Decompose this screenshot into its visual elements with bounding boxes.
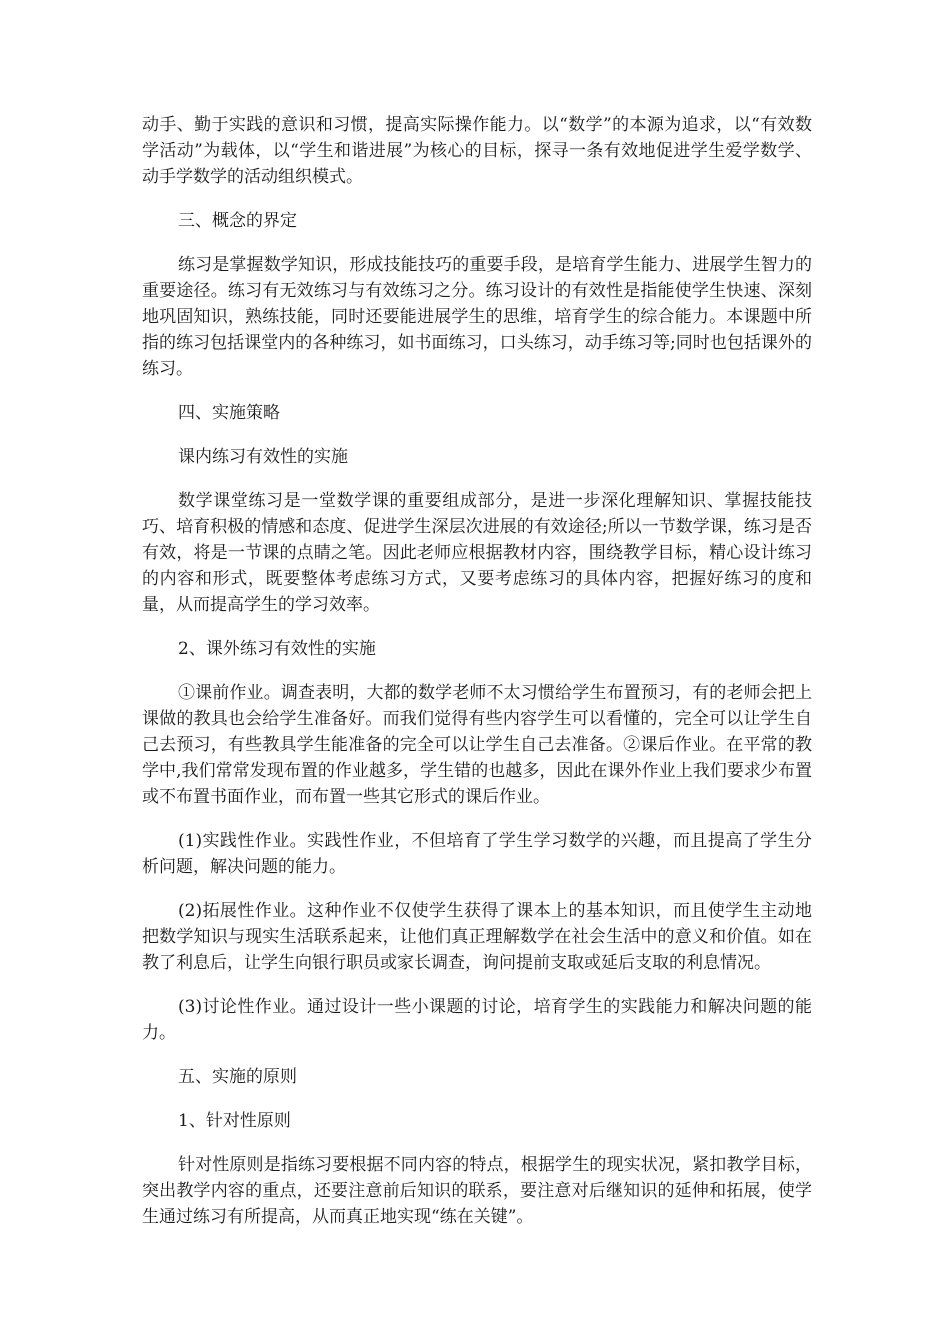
document-page [142, 112, 812, 1248]
paragraph-in-class-practice: 数学课堂练习是一堂数学课的重要组成部分，是进一步深化理解知识、掌握技能技巧、培育积极的情感和态度、促进学生深层次进展的有效途径;所以一节数学课，练习是否有效，将是一节课的点睛之笔。因此老师应根据教材内容，围绕教学目标，精心设计练习的内容和形式，既要整体考虑练习方式，又要考虑练习的具体内容，把握好练习的度和量，从而提高学生的学习效率。 [142, 491, 812, 615]
section-heading-principles: 五、实施的原则 [178, 1067, 297, 1087]
paragraph-homework-types: ①课前作业。调查表明，大都的数学老师不太习惯给学生布置预习，有的老师会把上课做的教具也会给学生准备好。而我们觉得有些内容学生可以看懂的，完全可以让学生自己去预习，有些教具学生能准备的完全可以让学生自己去准备。②课后作业。在平常的教学中,我们常常发现布置的作业越多，学生错的也越多，因此在课外作业上我们要求少布置或不布置书面作业，而布置一些其它形式的课后作业。 [142, 683, 812, 807]
paragraph-targeted-principle: 针对性原则是指练习要根据不同内容的特点，根据学生的现实状况，紧扣教学目标，突出教学内容的重点，还要注意前后知识的联系，要注意对后继知识的延伸和拓展，使学生通过练习有所提高，从而真正地实现“练在关键”。 [142, 1155, 812, 1227]
paragraph-intro-continuation: 动手、勤于实践的意识和习惯，提高实际操作能力。以“数学”的本源为追求，以“有效数学活动”为载体，以“学生和谐进展”为核心的目标，探寻一条有效地促进学生爱学数学、动手学数学的活动组织模式。 [142, 115, 812, 187]
section-heading-concept-definition: 三、概念的界定 [178, 211, 297, 231]
subheading-targeted-principle: 1、针对性原则 [178, 1111, 291, 1131]
subheading-after-class-practice: 2、课外练习有效性的实施 [178, 639, 376, 659]
paragraph-concept-definition: 练习是掌握数学知识，形成技能技巧的重要手段，是培育学生能力、进展学生智力的重要途径。练习有无效练习与有效练习之分。练习设计的有效性是指能使学生快速、深刻地巩固知识，熟练技能，同时还要能进展学生的思维，培育学生的综合能力。本课题中所指的练习包括课堂内的各种练习，如书面练习，口头练习，动手练习等;同时也包括课外的练习。 [142, 255, 812, 379]
subheading-in-class-practice: 课内练习有效性的实施 [178, 447, 348, 467]
section-heading-strategy: 四、实施策略 [178, 403, 280, 423]
paragraph-extended-homework: (2)拓展性作业。这种作业不仅使学生获得了课本上的基本知识，而且使学生主动地把数学知识与现实生活联系起来，让他们真正理解数学在社会生活中的意义和价值。如在教了利息后，让学生向银行职员或家长调查，询问提前支取或延后支取的利息情况。 [142, 901, 812, 973]
paragraph-discussion-homework: (3)讨论性作业。通过设计一些小课题的讨论，培育学生的实践能力和解决问题的能力。 [142, 997, 812, 1043]
paragraph-practical-homework: (1)实践性作业。实践性作业，不但培育了学生学习数学的兴趣，而且提高了学生分析问题，解决问题的能力。 [142, 831, 812, 877]
